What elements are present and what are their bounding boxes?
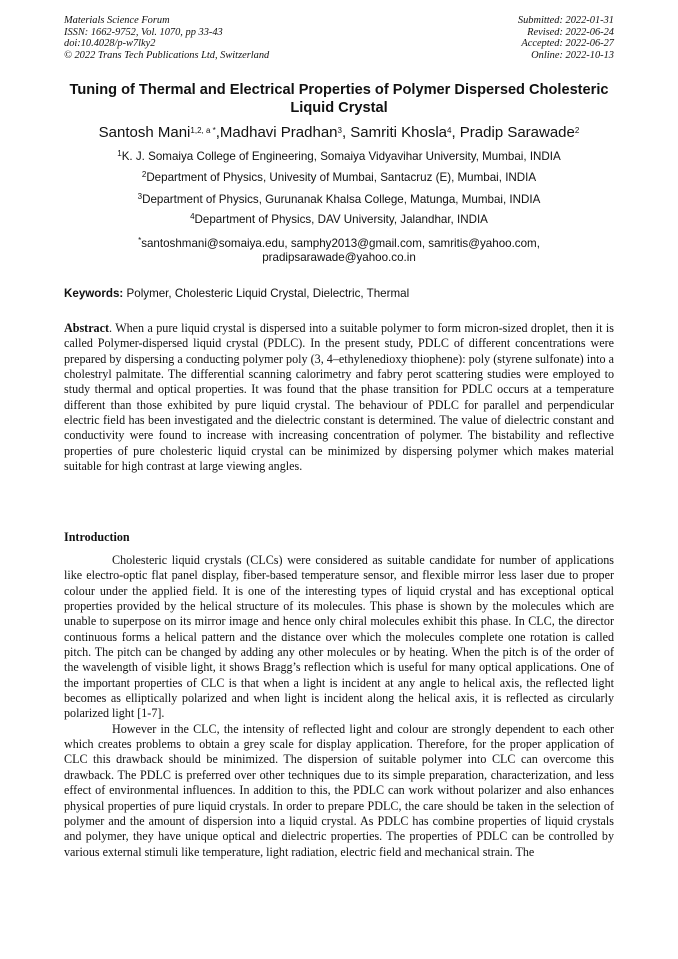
- date-online: Online: 2022-10-13: [531, 49, 614, 61]
- affiliation-4: [0, 213, 678, 227]
- affiliation-marker: 3: [137, 192, 143, 201]
- email-line-1: santoshmani@somaiya.edu, samphy2013@gmail.com, samritis@yahoo.com,: [141, 237, 540, 250]
- journal-doi: doi:10.4028/p-w7lky2: [64, 38, 156, 50]
- affiliation-text: K. J. Somaiya College of Engineering, Somaiya Vidyavihar University, Mumbai, INDIA: [121, 150, 561, 163]
- date-revised: Revised: 2022-06-24: [527, 26, 614, 38]
- section-heading-introduction: Introduction: [64, 530, 130, 544]
- author-affiliation-marker: 1,2, a *: [190, 126, 216, 135]
- affiliation-marker: 1: [117, 149, 122, 158]
- keywords-text: Polymer, Cholesteric Liquid Crystal, Dielectric, Thermal: [126, 287, 410, 300]
- author-name: Santosh Mani: [98, 124, 191, 141]
- journal-name: Materials Science Forum: [64, 15, 170, 26]
- author-affiliation-marker: 3: [337, 126, 342, 135]
- paragraph: However in the CLC, the intensity of reflected light and colour are strongly dependent to each other which creates problems to obtain a grey scale for display application. Therefore, for the proper application of CLC this drawback should be minimized. The dispersion of suitable polymer into CLC can overcome this drawback. The PDLC is preferred over other techniques due to its simple preparation, characterization, and less effect of environmental influences. In addition to this, the PDLC can work without polarizer and also enhances physical properties of pure liquid crystals. In order to prepare PDLC, the care should be taken in the selection of polymer and the amount of dispersion into a liquid crystal. As PDLC has combine properties of liquid crystals and polymer, they have unique optical and dielectric properties. The properties of PDLC can be controlled by various external stimuli like temperature, light radiation, electric field and mechanical strain. The: [64, 721, 614, 859]
- journal-info: [64, 15, 269, 61]
- affiliation-marker: 2: [141, 170, 147, 179]
- author-name: Pradip Sarawade: [459, 124, 575, 141]
- author-affiliation-marker: 4: [447, 126, 452, 135]
- author-name: Madhavi Pradhan: [219, 124, 338, 141]
- paragraph: Cholesteric liquid crystals (CLCs) were considered as suitable candidate for number of applications like electro-optic flat panel display, fiber-based temperature sensor, and flexible mirror less laser due to proper colour under the applied field. It is one of the interesting types of liquid crystal and has exceptional optical properties provided by the helical structure of its molecules. This phase is shown by the molecules which are unable to superpose on its mirror image and hence only chiral molecules exhibit this phase. In CLC, the director continuous forms a helical pattern and the distance over which the molecules complete one rotation is called pitch. The pitch can be changed by adding any other molecules or by heating. When the pitch is of the order of the wavelength of visible light, it shows Bragg’s reflection which is useful for many optical applications. One of the important properties of CLC is that when a light is incident at any angle to helical axis, the reflected light becomes as elliptically polarized and when light is incident along the helical axis, it is reflected as circularly polarized light [1-7].: [64, 553, 614, 721]
- affiliation-2: [0, 171, 678, 185]
- keywords-label: Keywords:: [64, 287, 124, 300]
- abstract-label: Abstract: [64, 321, 110, 335]
- affiliation-1: [0, 150, 678, 164]
- paper-title: Tuning of Thermal and Electrical Properties of Polymer Dispersed Cholesteric Liquid Crystal: [69, 82, 609, 116]
- author-name: Samriti Khosla: [350, 124, 447, 141]
- date-submitted: Submitted: 2022-01-31: [517, 15, 614, 26]
- affiliation-text: Department of Physics, Gurunanak Khalsa College, Matunga, Mumbai, INDIA: [142, 193, 541, 206]
- journal-copyright: © 2022 Trans Tech Publications Ltd, Switzerland: [64, 49, 270, 61]
- affiliation-3: [0, 193, 678, 207]
- affiliation-text: Department of Physics, Univesity of Mumbai, Santacruz (E), Mumbai, INDIA: [146, 171, 537, 184]
- publication-dates: [518, 15, 614, 61]
- affiliation-marker: 4: [190, 212, 195, 221]
- abstract-text: . When a pure liquid crystal is dispersed into a suitable polymer to form micron-sized droplet, then it is called Polymer-dispersed liquid crystal (PDLC). In the present study, PDLC of different concentrations were prepared by dispersing a conducting polymer poly (3, 4–ethylenedioxy thiophene): poly (styrene sulfonate) into a cholestryl palmitate. The differential scanning calorimetry and fabry perot scattering studies were employed to study thermal and optical properties. It was found that the phase transition for PDLC occurs at a temperature different than those exhibited by pure liquid crystal. The behaviour of PDLC for parallel and perpendicular electric field has been investigated and the dielectric constant is determined. The value of dielectric constant and conductivity were found to increase with increasing concentration of polymer. The bistability and reflective properties of pure cholesteric liquid crystal can be minimized by dispersing polymer which makes material suitable for high contrast at large viewing angles.: [64, 321, 614, 474]
- journal-issn: ISSN: 1662-9752, Vol. 1070, pp 33-43: [64, 26, 223, 38]
- introduction-body: [64, 553, 614, 860]
- author-list: Santosh Mani$^{1,2, a *}$,Madhavi Pradhan$^3$, Samriti Khosla$^4$, Pradip Sarawade$^2$: [98, 124, 580, 141]
- date-accepted: Accepted: 2022-06-27: [521, 38, 614, 50]
- author-emails: [64, 237, 614, 266]
- affiliation-text: Department of Physics, DAV University, Jalandhar, INDIA: [194, 213, 488, 226]
- abstract: [64, 321, 614, 474]
- keywords: [64, 287, 614, 301]
- corresponding-marker: *: [138, 236, 142, 245]
- author-affiliation-marker: 2: [574, 126, 580, 135]
- email-line-2: pradipsarawade@yahoo.co.in: [262, 251, 416, 265]
